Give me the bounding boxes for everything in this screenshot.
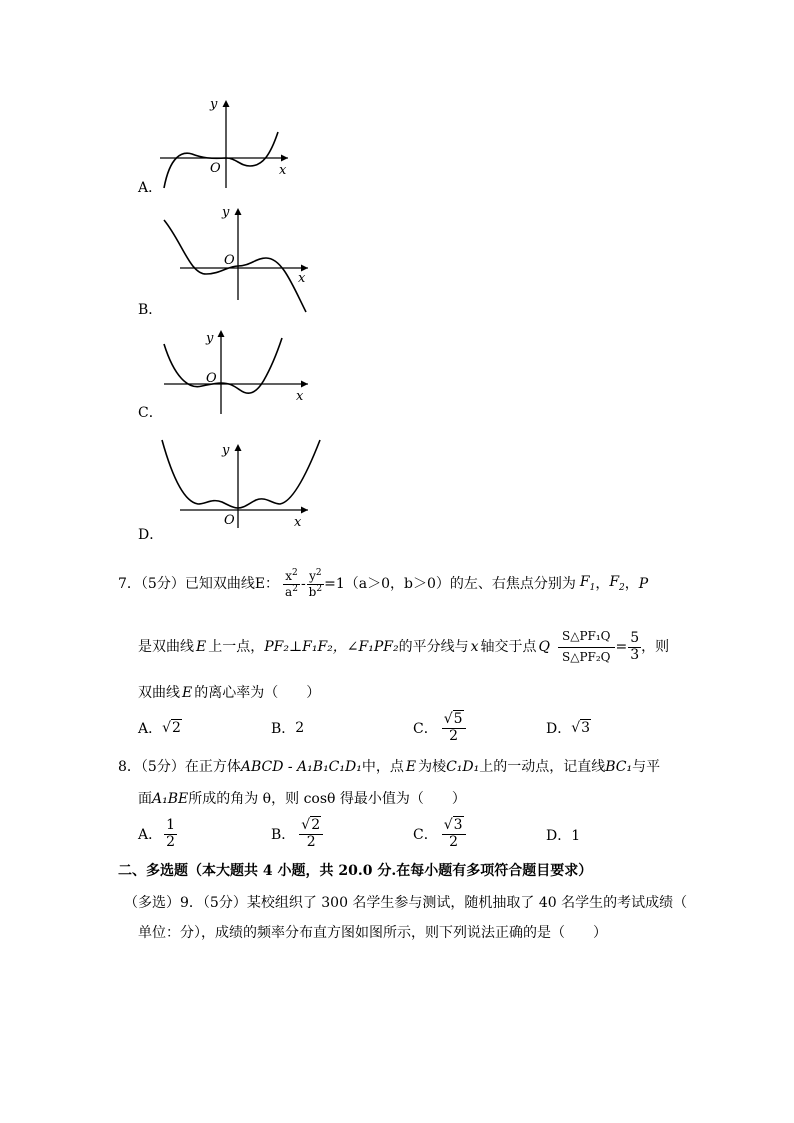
graph-c [156, 326, 316, 418]
svg-text:y: y [222, 205, 230, 220]
q7-option-c[interactable]: C． $\frac{√5}{2}$ [413, 708, 466, 748]
graph-d [158, 436, 324, 534]
q7-ratio-value: $\frac{5}{3}$ [630, 630, 640, 663]
svg-text:O: O [224, 253, 235, 268]
q7-line1: 7．（5分）已知双曲线E： $\frac{x^2}{a^2}$ - $\frac{y^2}{b^2}$ =1（a＞0，b＞0）的左、右焦点分别为 $F_1$ ， $F_2$ ， P [118, 568, 649, 599]
q7-frac-y: $\frac{y^2}{b^2}$ [308, 568, 323, 599]
graph-b-svg [158, 200, 313, 318]
q7-frac-x: $\frac{x^2}{a^2}$ [285, 568, 298, 599]
q9-line2: 单位：分），成绩的频率分布直方图如图所示，则下列说法正确的是（ ） [138, 925, 607, 941]
svg-text:O: O [210, 161, 221, 176]
svg-text:y: y [210, 97, 218, 112]
svg-text:y: y [222, 443, 230, 458]
graph-d-label: D． [138, 527, 164, 543]
graph-b [158, 200, 313, 318]
svg-text:x: x [296, 389, 304, 404]
svg-text:y: y [206, 331, 214, 346]
q8-option-a[interactable]: A． $\frac{1}{2}$ [138, 817, 176, 850]
graph-c-svg [156, 326, 316, 418]
q7-eq-tail: =1（a＞0，b＞0）的左、右焦点分别为 [324, 576, 576, 592]
q7-option-a[interactable]: A． √2 [138, 720, 181, 737]
q8-option-d[interactable]: D．1 [546, 828, 581, 844]
graph-a-label: A． [138, 180, 163, 196]
section-2-title: 二、多选题（本大题共 4 小题，共 20.0 分.在每小题有多项符合题目要求） [118, 863, 593, 879]
q9-line1: （多选）9．（5分）某校组织了 300 名学生参与测试，随机抽取了 40 名学生的考试成绩（ [124, 895, 688, 911]
svg-text:x: x [298, 271, 306, 286]
svg-text:O: O [224, 513, 235, 528]
q7-area-ratio: $\frac{\text{S△PF₁Q}}{\text{S△PF₂Q}}$ [558, 630, 615, 663]
q7-option-d[interactable]: D． √3 [546, 720, 591, 737]
graph-d-svg [158, 436, 324, 534]
q8-line1: 8．（5分）在正方体ABCD - A₁B₁C₁D₁中，点 E 为棱C₁D₁上的一动点，记直线BC₁与平 [118, 759, 661, 775]
svg-text:x: x [294, 515, 302, 530]
q8-option-c[interactable]: C． $\frac{√3}{2}$ [413, 814, 466, 854]
q7-prefix: 7．（5分）已知双曲线E： [118, 576, 280, 592]
q7-option-b[interactable]: B． 2 [271, 720, 305, 737]
q7-line3: 双曲线 E 的离心率为（ ） [138, 685, 321, 701]
svg-text:x: x [279, 163, 287, 178]
graph-b-label: B． [138, 302, 163, 318]
q8-option-b[interactable]: B． $\frac{√2}{2}$ [271, 814, 323, 854]
q8-line2: 面A₁BE所成的角为 θ，则 cosθ 得最小值为（ ） [138, 791, 466, 807]
q7-line2: 是双曲线 E 上一点， PF₂⊥F₁F₂，∠F₁PF₂ 的平分线与 x 轴交于点 Q $\frac{\text{S△PF₁Q}}{\text{S△PF₂Q}}$ = $\frac{5}{3}$ ，则 [138, 629, 670, 664]
svg-text:O: O [206, 371, 217, 386]
graph-c-label: C． [138, 405, 163, 421]
